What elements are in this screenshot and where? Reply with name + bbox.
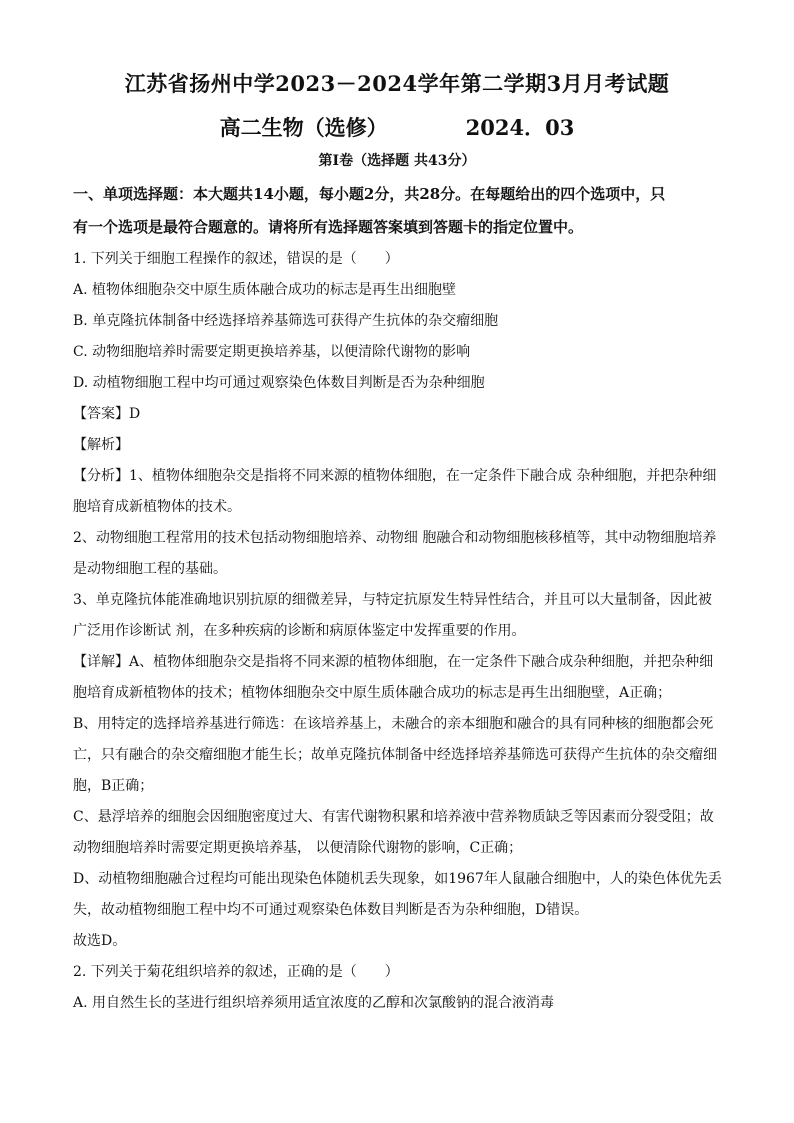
exam-title: 江苏省扬州中学2023－2024学年第二学期3月月考试题 — [124, 71, 670, 96]
analysis-line: 胞，B正确； — [73, 778, 154, 794]
analysis-line: 亡，只有融合的杂交瘤细胞才能生长；故单克隆抗体制备中经选择培养基筛选可获得产生抗体的杂交瘤细 — [73, 747, 717, 763]
subject-label: 高二生物（选修） — [219, 115, 388, 140]
question-1-option-c: C. 动物细胞培养时需要定期更换培养基，以便清除代谢物的影响 — [73, 344, 471, 360]
section-heading-line-1: 一、单项选择题：本大题共14小题，每小题2分，共28分。在每题给出的四个选项中，只 — [73, 185, 666, 203]
question-2-option-a: A. 用自然生长的茎进行组织培养须用适宜浓度的乙醇和次氯酸钠的混合液消毒 — [73, 995, 555, 1011]
analysis-line: 失，故动植物细胞工程中均不可通过观察染色体数目判断是否为杂种细胞，D错误。 — [73, 902, 589, 918]
analysis-line: 3、单克隆抗体能准确地识别抗原的细微差异，与特定抗原发生特异性结合，并且可以大量制备，因此被 — [73, 592, 712, 608]
question-1-option-b: B. 单克隆抗体制备中经选择培养基筛选可获得产生抗体的杂交瘤细胞 — [73, 313, 499, 329]
section-heading-line-2: 有一个选项是最符合题意的。请将所有选择题答案填到答题卡的指定位置中。 — [73, 218, 584, 236]
question-1-option-a: A. 植物体细胞杂交中原生质体融合成功的标志是再生出细胞壁 — [73, 282, 457, 298]
analysis-line: D、动植物细胞融合过程均可能出现染色体随机丢失现象，如1967年人鼠融合细胞中，人的染色体优先丢 — [73, 871, 722, 887]
analysis-line: 【分析】1、植物体细胞杂交是指将不同来源的植物体细胞，在一定条件下融合成 杂种细胞，并把杂种细 — [73, 468, 717, 484]
exam-date: 2024．03 — [465, 115, 575, 140]
analysis-line: 胞培育成新植物体的技术。 — [73, 499, 241, 515]
analysis-line: 2、动物细胞工程常用的技术包括动物细胞培养、动物细 胞融合和动物细胞核移植等，其中动物细胞培养 — [73, 530, 717, 546]
analysis-line: 广泛用作诊断试 剂，在多种疾病的诊断和病原体鉴定中发挥重要的作用。 — [73, 623, 526, 639]
question-1-stem: 1. 下列关于细胞工程操作的叙述，错误的是（ ） — [73, 251, 399, 267]
question-1-analysis-label: 【解析】 — [73, 437, 129, 453]
question-2-stem: 2. 下列关于菊花组织培养的叙述，正确的是（ ） — [73, 964, 399, 980]
analysis-line: 胞培育成新植物体的技术；植物体细胞杂交中原生质体融合成功的标志是再生出细胞壁，A正确； — [73, 685, 672, 701]
analysis-line: B、用特定的选择培养基进行筛选：在该培养基上，未融合的亲本细胞和融合的具有同种核的细胞都会死 — [73, 716, 714, 732]
question-1-option-d: D. 动植物细胞工程中均可通过观察染色体数目判断是否为杂种细胞 — [73, 375, 485, 391]
analysis-line: 是动物细胞工程的基础。 — [73, 561, 227, 577]
part-heading: 第Ⅰ卷（选择题 共43分） — [318, 153, 476, 169]
exam-subtitle — [0, 112, 794, 142]
analysis-line: 故选D。 — [73, 933, 127, 949]
question-1-answer: 【答案】D — [73, 406, 141, 422]
analysis-line: 动物细胞培养时需要定期更换培养基， 以便清除代谢物的影响，C正确； — [73, 840, 523, 856]
analysis-line: 【详解】A、植物体细胞杂交是指将不同来源的植物体细胞，在一定条件下融合成杂种细胞，并把杂种细 — [73, 654, 714, 670]
analysis-line: C、悬浮培养的细胞会因细胞密度过大、有害代谢物积累和培养液中营养物质缺乏等因素而分裂受阻；故 — [73, 809, 714, 825]
document-body — [73, 178, 723, 1019]
